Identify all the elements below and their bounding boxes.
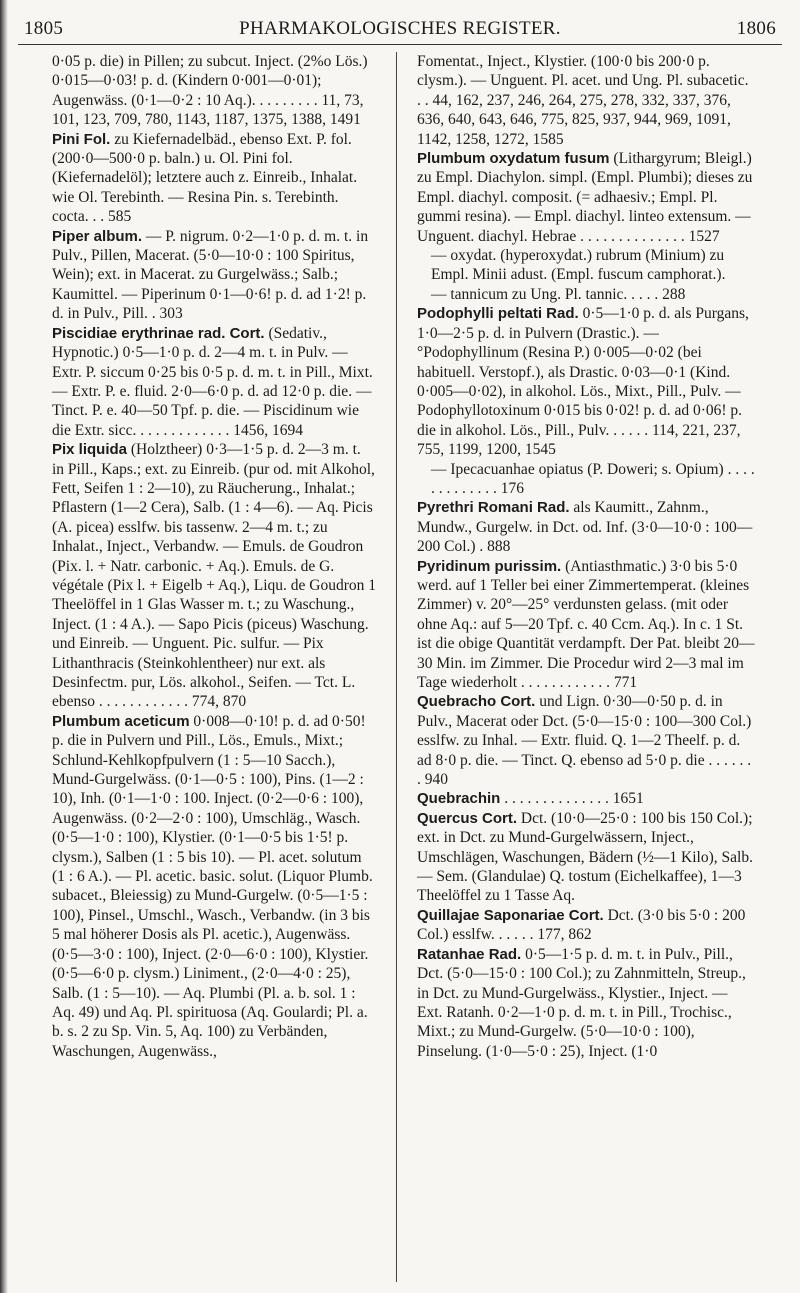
entry-text: Dct. (3·0 bis 5·0 : 200 Col.) esslfw. . . . . . 177, 862 bbox=[417, 906, 746, 944]
entry-text: (Holztheer) 0·3—1·5 p. d. 2—3 m. t. in Pill., Kaps.; ext. zu Einreib. (pur od. mit Alkohol, Fett, Seifen 1 : 2—10), zu Räucherung., Inhalat.; Pflastern (1—2 Cera), Salb. (1 : 4—6). — Aq. Picis (A. picea) esslfw. bis tassenw. 2—4 m. t.; zu Inhalat., Inject., Verbandw. — Emuls. de Goudron (Pix. l. + Natr. carbonic. + Aq.). Emuls. de G. végétale (Pix l. + Eigelb + Aq.), Liqu. de Goudron 1 Theelöffel in 1 Glas Wasser m. t.; zu Waschung., Inject. (1 : 4 A.). — Sapo Picis (piceus) Waschung. und Einreib. — Unguent. Pic. sulfur. — Pix Lithanthracis (Steinkohlentheer) nur ext. als Desinfectm. pur, Lös. alkohol., Seifen. — Tct. L. ebenso . . . . . . . . . . . . 774, 870 bbox=[52, 441, 376, 711]
entry-headword: Quercus Cort. bbox=[417, 809, 518, 827]
index-entry bbox=[52, 440, 376, 712]
entry-headword: Plumbum oxydatum fusum bbox=[417, 150, 610, 168]
entry-text: 0·5—1·0 p. d. als Purgans, 1·0—2·5 p. d. in Pulvern (Drastic.). — °Podophyllinum (Resina P.) 0·005—0·02 (bei habituell. Verstopf.), als Drastic. 0·03—0·1 (Kind. 0·005—0·02), in alkohol. Lös., Mixt., Pill., Pulv. — Podophyllotoxinum 0·015 bis 0·02! p. d. ad 0·06! p. die in alkohol. Lös., Pill., Pulv. . . . . . 114, 221, 237, 755, 1199, 1200, 1545 bbox=[417, 305, 749, 459]
entry-text: 0·05 p. die) in Pillen; zu subcut. Inject. (2%o Lös.) 0·015—0·03! p. d. (Kindern 0·001—0·01); Augenwäss. (0·1—0·2 : 10 Aq.). . . . . . . . . 11, 73, 101, 123, 709, 780, 1143, 1187, 1375, 1388, 1491 bbox=[52, 53, 368, 129]
entry-headword: Pyridinum purissim. bbox=[417, 557, 562, 575]
entry-headword: Pini Fol. bbox=[52, 130, 111, 148]
entry-text: (Sedativ., Hypnotic.) 0·5—1·0 p. d. 2—4 m. t. in Pulv. — Extr. P. siccum 0·25 bis 0·5 p. d. m. t. in Pill., Mixt. — Extr. P. e. fluid. 2·0—6·0 p. d. ad 12·0 p. die. — Tinct. P. e. 40—50 Tpf. p. die. — Piscidinum wie die Extr. sicc. . . . . . . . . . . . . 1456, 1694 bbox=[52, 324, 373, 439]
entry-headword: Piscidiae erythrinae rad. Cort. bbox=[52, 324, 265, 342]
entry-text: — Ipecacuanhae opiatus (P. Doweri; s. Opium) . . . . . . . . . . . . . 176 bbox=[431, 460, 755, 497]
entry-text: 0·5—1·5 p. d. m. t. in Pulv., Pill., Dct. (5·0—15·0 : 100 Col.); zu Zahnmitteln, Streup., in Dct. zu Mund-Gurgelwäss., Klystier., Inject. — Ext. Ratanh. 0·2—1·0 p. d. m. t. in Pill., Trochisc., Mixt.; zu Mund-Gurgelw. (5·0—10·0 : 100), Pinselung. (1·0—5·0 : 25), Inject. (1·0 bbox=[417, 945, 746, 1060]
entry-text: . . . . . . . . . . . . . . 1651 bbox=[500, 790, 644, 808]
entry-text: Fomentat., Inject., Klystier. (100·0 bis 200·0 p. clysm.). — Unguent. Pl. acet. und Ung. Pl. subacetic. . . 44, 162, 237, 246, 264, 275, 278, 332, 337, 376, 636, 640, 643, 646, 775, 825, 937, 944, 969, 1091, 1142, 1258, 1272, 1585 bbox=[417, 53, 749, 148]
entry-text: — P. nigrum. 0·2—1·0 p. d. m. t. in Pulv., Pillen, Macerat. (5·0—10·0 : 100 Spiritus, Wein); ext. in Macerat. zu Gurgelwäss.; Salb.; Kaumittel. — Piperinum 0·1—0·6! p. d. ad 1·2! p. d. in Pulv., Pill. . 303 bbox=[52, 227, 369, 323]
index-entry bbox=[52, 130, 376, 227]
index-entry bbox=[417, 460, 755, 499]
entry-text: (Lithargyrum; Bleigl.) zu Empl. Diachylon. simpl. (Empl. Plumbi); dieses zu Empl. diachyl. composit. (= adhaesiv.; Empl. Pl. gummi resina). — Empl. diachyl. linteo extensum. — Unguent. diachyl. Hebrae . . . . . . . . . . . . . . 1527 bbox=[417, 150, 753, 245]
entry-headword: Ratanhae Rad. bbox=[417, 945, 522, 963]
entry-headword: Quillajae Saponariae Cort. bbox=[417, 906, 604, 924]
page-number-right: 1806 bbox=[736, 18, 776, 39]
column-divider bbox=[396, 52, 397, 1282]
entry-headword: Plumbum aceticum bbox=[52, 712, 190, 730]
index-entry bbox=[417, 692, 755, 789]
index-entry bbox=[417, 557, 755, 693]
entry-headword: Pix liquida bbox=[52, 441, 128, 459]
index-entry bbox=[417, 906, 755, 945]
entry-text: zu Kiefernadelbäd., ebenso Ext. P. fol. (200·0—500·0 p. baln.) u. Ol. Pini fol. (Kiefernadelöl); letztere auch z. Einreib., Inhalat. wie Ol. Terebinth. — Resina Pin. s. Terebinth. cocta. . . 585 bbox=[52, 130, 358, 226]
entry-text: 0·008—0·10! p. d. ad 0·50! p. die in Pulvern und Pill., Lös., Emuls., Mixt.; Schlund-Kehlkopfpulvern (1 : 5—10 Sacch.), Mund-Gurgelwäss. (0·1—0·5 : 100), Pins. (1—2 : 10), Inh. (0·1—1·0 : 100. Inject. (0·2—0·6 : 100), Augenwäss. (0·2—2·0 : 100), Umschläg., Wasch. (0·5—1·0 : 100), Klystier. (0·1—0·5 bis 1·5! p. clysm.), Salben (1 : 5 bis 10). — Pl. acet. solutum (1 : 6 A.). — Pl. acetic. basic. solut. (Liquor Plumb. subacet., Bleiessig) zu Mund-Gurgelw. (0·5—1·5 : 100), Pinsel., Umschl., Wasch., Verbandw. (in 3 bis 5 mal höherer Dosis als Pl. acetic.), Augenwäss. (0·5—3·0 : 100), Inject. (2·0—6·0 : 100), Klystier. (0·5—6·0 p. clysm.) Liniment., (2·0—4·0 : 25), Salb. (1 : 5—10). — Aq. Plumbi (Pl. a. b. sol. 1 : Aq. 49) und Aq. Pl. spirituosa (Aq. Goulardi; Pl. a. b. s. 2 zu Sp. Vin. 5, Aq. 100) zu Verbänden, Waschungen, Augenwäss., bbox=[52, 712, 373, 1060]
entry-text: — oxydat. (hyperoxydat.) rubrum (Minium) zu Empl. Minii adust. (Empl. fuscum camphorat.). bbox=[431, 247, 726, 284]
index-entry bbox=[417, 789, 755, 808]
index-entry bbox=[417, 809, 755, 906]
index-entry bbox=[417, 304, 755, 459]
entry-text: und Lign. 0·30—0·50 p. d. in Pulv., Macerat oder Dct. (5·0—15·0 : 100—300 Col.) esslfw. zu Inhal. — Extr. fluid. Q. 1—2 Theelf. p. d. ad 8·0 p. die. — Tinct. Q. ebenso ad 5·0 p. die . . . . . . . 940 bbox=[417, 693, 752, 789]
entry-headword: Quebracho Cort. bbox=[417, 693, 536, 711]
entry-headword: Quebrachin bbox=[417, 790, 501, 808]
page-header bbox=[18, 14, 782, 44]
entry-text: als Kaumitt., Zahnm., Mundw., Gurgelw. in Dct. od. Inf. (3·0—10·0 : 100—200 Col.) . 888 bbox=[417, 499, 753, 556]
entry-text: (Antiasthmatic.) 3·0 bis 5·0 werd. auf 1 Teller bei einer Zimmertemperat. (kleines Zimmer) v. 20°—25° verdunsten gelass. (mit oder ohne Aq.: auf 5—20 Tpf. c. 40 Ccm. Aq.). In c. 1 St. ist die obige Quantität verdampft. Der Pat. bleibt 20—30 Min. im Zimmer. Die Procedur wird 2—3 mal im Tage wiederholt . . . . . . . . . . . . 771 bbox=[417, 557, 755, 691]
index-entry bbox=[52, 227, 376, 324]
index-entry bbox=[52, 712, 376, 1061]
entry-headword: Pyrethri Romani Rad. bbox=[417, 499, 570, 517]
running-title: PHARMAKOLOGISCHES REGISTER. bbox=[239, 18, 561, 39]
entry-headword: Piper album. bbox=[52, 227, 143, 245]
index-entry bbox=[417, 498, 755, 556]
index-entry bbox=[52, 52, 376, 130]
index-entry bbox=[417, 285, 755, 304]
left-column bbox=[52, 52, 376, 1061]
entry-text: — tannicum zu Ung. Pl. tannic. . . . . 288 bbox=[431, 285, 686, 303]
index-entry bbox=[417, 52, 755, 149]
right-column bbox=[417, 52, 755, 1061]
index-entry bbox=[417, 246, 755, 285]
index-entry bbox=[417, 945, 755, 1061]
index-entry bbox=[52, 324, 376, 440]
entry-text: Dct. (10·0—25·0 : 100 bis 150 Col.); ext. in Dct. zu Mund-Gurgelwässern, Inject., Umschlägen, Waschungen, Bädern (½—1 Kilo), Salb. — Sem. (Glandulae) Q. tostum (Eichelkaffee), 1—3 Theelöffel zu 1 Tasse Aq. bbox=[417, 809, 753, 905]
header-rule bbox=[18, 44, 782, 45]
book-spine-shadow bbox=[0, 0, 8, 1293]
index-entry bbox=[417, 149, 755, 246]
entry-headword: Podophylli peltati Rad. bbox=[417, 305, 579, 323]
page-number-left: 1805 bbox=[24, 18, 64, 39]
